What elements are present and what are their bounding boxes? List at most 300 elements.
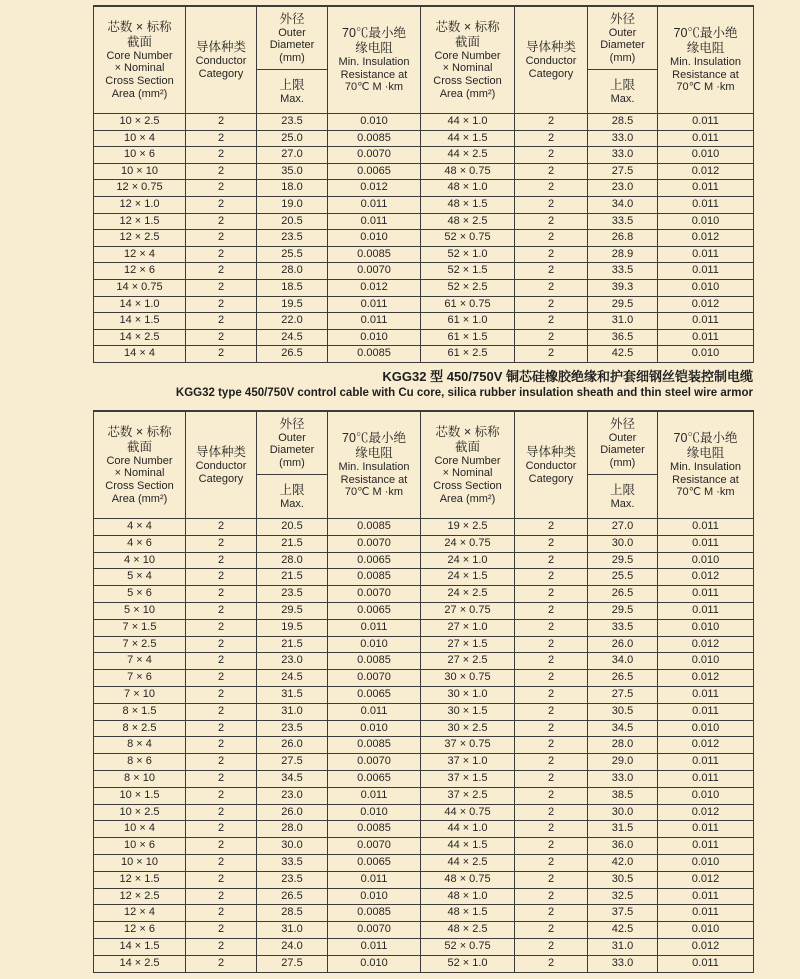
table-cell: 20.5 [257, 519, 328, 536]
table-cell: 27.0 [257, 147, 328, 164]
table-cell: 23.5 [257, 230, 328, 247]
header-diameter-en-line2: Diameter [269, 444, 315, 457]
table-row [94, 213, 754, 230]
header-conductor-en-line2: Category [198, 67, 244, 80]
table-cell: 2 [186, 821, 257, 838]
table-cell: 12 × 6 [94, 263, 186, 280]
table-row [94, 329, 754, 346]
table-cell: 37.5 [588, 905, 658, 922]
table-header [94, 6, 754, 114]
column-header-max-limit [588, 475, 658, 519]
table-cell: 31.5 [588, 821, 658, 838]
table-cell: 0.010 [658, 854, 754, 871]
header-core-zh-line1: 芯数 × 标称 [435, 424, 500, 439]
table-cell: 29.5 [588, 296, 658, 313]
table-row [94, 636, 754, 653]
table-cell: 28.0 [257, 552, 328, 569]
table-cell: 2 [515, 770, 588, 787]
table-cell: 37 × 2.5 [421, 787, 515, 804]
table-cell: 44 × 1.0 [421, 114, 515, 131]
table-cell: 2 [186, 770, 257, 787]
table-cell: 2 [515, 535, 588, 552]
table-cell: 24 × 0.75 [421, 535, 515, 552]
table-row [94, 163, 754, 180]
table-row [94, 653, 754, 670]
table-cell: 2 [515, 922, 588, 939]
table-cell: 8 × 1.5 [94, 703, 186, 720]
header-resistance-en-line2: Resistance at [672, 473, 739, 486]
table-row [94, 888, 754, 905]
table-cell: 0.010 [658, 720, 754, 737]
table-cell: 48 × 1.5 [421, 196, 515, 213]
table-cell: 2 [515, 552, 588, 569]
table-cell: 0.010 [658, 619, 754, 636]
header-resistance-en-line1: Min. Insulation [670, 461, 741, 474]
table-cell: 2 [515, 230, 588, 247]
table-cell: 2 [186, 703, 257, 720]
table-row [94, 787, 754, 804]
table-cell: 2 [186, 519, 257, 536]
table-cell: 19 × 2.5 [421, 519, 515, 536]
column-header-conductor-category [186, 6, 257, 114]
table-cell: 4 × 4 [94, 519, 186, 536]
table-cell: 0.011 [658, 180, 754, 197]
table-cell: 8 × 2.5 [94, 720, 186, 737]
table-cell: 44 × 2.5 [421, 854, 515, 871]
table-cell: 33.5 [588, 619, 658, 636]
table-cell: 2 [515, 754, 588, 771]
table-title-zh: KGG32 型 450/750V 铜芯硅橡胶绝缘和护套细钢丝铠装控制电缆 [382, 369, 753, 384]
table-cell: 23.5 [257, 586, 328, 603]
table-row [94, 922, 754, 939]
table-cell: 52 × 0.75 [421, 938, 515, 955]
table-cell: 2 [515, 686, 588, 703]
header-diameter-en-line3: (mm) [279, 456, 305, 469]
table-cell: 19.5 [257, 296, 328, 313]
table-cell: 12 × 6 [94, 922, 186, 939]
column-header-insulation-resistance [658, 411, 754, 519]
table-cell: 36.0 [588, 838, 658, 855]
table-cell: 0.0065 [328, 686, 421, 703]
table-cell: 19.5 [257, 619, 328, 636]
table-row [94, 552, 754, 569]
table-row [94, 670, 754, 687]
table-cell: 2 [186, 619, 257, 636]
table-cell: 30.0 [588, 804, 658, 821]
table-cell: 0.010 [658, 147, 754, 164]
table-header [94, 411, 754, 519]
table-cell: 14 × 2.5 [94, 329, 186, 346]
table-cell: 26.0 [257, 737, 328, 754]
header-max-zh: 上限 [279, 482, 305, 497]
table-cell: 27.5 [588, 163, 658, 180]
header-conductor-zh: 导体种类 [195, 39, 246, 54]
header-resistance-en-line1: Min. Insulation [338, 461, 410, 474]
table-cell: 0.011 [328, 703, 421, 720]
table-cell: 34.5 [588, 720, 658, 737]
table-cell: 24.5 [257, 329, 328, 346]
table-cell: 2 [186, 213, 257, 230]
table-cell: 0.010 [658, 279, 754, 296]
table-cell: 2 [186, 922, 257, 939]
table-cell: 34.5 [257, 770, 328, 787]
table-cell: 27.0 [588, 519, 658, 536]
table-row [94, 114, 754, 131]
header-conductor-en-line1: Conductor [195, 459, 247, 472]
table-cell: 2 [515, 313, 588, 330]
table-cell: 2 [515, 804, 588, 821]
column-header-max-limit [257, 70, 328, 114]
table-cell: 0.011 [658, 821, 754, 838]
table-row [94, 313, 754, 330]
header-core-en-line4: Area (mm²) [439, 87, 496, 100]
table-cell: 0.011 [658, 535, 754, 552]
table-cell: 0.011 [658, 703, 754, 720]
table-cell: 42.0 [588, 854, 658, 871]
table-cell: 2 [186, 670, 257, 687]
table-row [94, 346, 754, 363]
table-row [94, 737, 754, 754]
table-row [94, 196, 754, 213]
column-header-core-number [94, 411, 186, 519]
header-max-en: Max. [280, 497, 304, 510]
header-max-zh: 上限 [609, 482, 635, 497]
table-cell: 2 [186, 552, 257, 569]
table-cell: 2 [186, 871, 257, 888]
header-resistance-en-line3: 70℃ M ·km [676, 81, 735, 94]
table-cell: 10 × 6 [94, 147, 186, 164]
table-cell: 0.0085 [328, 905, 421, 922]
spec-table-lower [93, 410, 754, 973]
table-cell: 2 [515, 871, 588, 888]
table-cell: 0.010 [658, 346, 754, 363]
table-cell: 31.0 [257, 703, 328, 720]
header-core-zh-line1: 芯数 × 标称 [107, 19, 172, 34]
header-core-zh-line1: 芯数 × 标称 [107, 424, 172, 439]
table-cell: 0.011 [658, 754, 754, 771]
header-core-en-line3: Cross Section [105, 480, 174, 492]
header-core-en-line4: Area (mm²) [111, 492, 168, 505]
table-cell: 2 [515, 569, 588, 586]
table-cell: 0.0065 [328, 770, 421, 787]
table-cell: 0.011 [328, 938, 421, 955]
table-row [94, 147, 754, 164]
table-cell: 61 × 1.0 [421, 313, 515, 330]
table-cell: 2 [515, 737, 588, 754]
table-cell: 12 × 4 [94, 246, 186, 263]
table-cell: 2 [515, 163, 588, 180]
table-cell: 2 [186, 180, 257, 197]
table-cell: 2 [186, 246, 257, 263]
header-resistance-en-line3: 70℃ M ·km [344, 81, 404, 94]
header-core-zh-line2: 截面 [126, 34, 152, 49]
table-cell: 24.0 [257, 938, 328, 955]
table-cell: 0.010 [328, 230, 421, 247]
table-row [94, 821, 754, 838]
table-cell: 28.0 [588, 737, 658, 754]
table-cell: 0.0085 [328, 653, 421, 670]
table-cell: 10 × 2.5 [94, 114, 186, 131]
table-cell: 12 × 1.0 [94, 196, 186, 213]
table-cell: 27 × 0.75 [421, 602, 515, 619]
header-max-en: Max. [280, 92, 304, 105]
table-cell: 48 × 1.0 [421, 180, 515, 197]
header-core-en-line4: Area (mm²) [111, 87, 168, 100]
table-cell: 2 [186, 804, 257, 821]
table-row [94, 938, 754, 955]
header-max-zh: 上限 [279, 77, 305, 92]
table-cell: 0.0085 [328, 821, 421, 838]
table-cell: 0.0085 [328, 519, 421, 536]
column-header-outer-diameter [257, 411, 328, 475]
column-header-outer-diameter [588, 6, 658, 70]
header-conductor-zh: 导体种类 [195, 444, 246, 459]
header-conductor-en-line2: Category [528, 472, 574, 485]
table-cell: 0.012 [658, 569, 754, 586]
table-row [94, 263, 754, 280]
table-row [94, 180, 754, 197]
table-cell: 52 × 2.5 [421, 279, 515, 296]
table-cell: 2 [515, 586, 588, 603]
header-resistance-zh-line1: 70℃最小绝 [342, 431, 406, 446]
column-header-core-number [421, 6, 515, 114]
table-cell: 2 [186, 787, 257, 804]
table-cell: 0.011 [658, 905, 754, 922]
table-cell: 30 × 0.75 [421, 670, 515, 687]
table-cell: 2 [186, 279, 257, 296]
table-cell: 2 [515, 787, 588, 804]
table-cell: 0.0070 [328, 670, 421, 687]
table-cell: 2 [515, 147, 588, 164]
table-row [94, 296, 754, 313]
table-cell: 52 × 0.75 [421, 230, 515, 247]
table-cell: 2 [515, 720, 588, 737]
table-cell: 0.011 [658, 838, 754, 855]
table-cell: 14 × 4 [94, 346, 186, 363]
table-cell: 0.012 [658, 636, 754, 653]
table-cell: 10 × 10 [94, 163, 186, 180]
header-max-zh: 上限 [609, 77, 635, 92]
column-header-outer-diameter [588, 411, 658, 475]
header-core-en-line3: Cross Section [105, 75, 174, 87]
table-cell: 0.011 [658, 263, 754, 280]
table-cell: 27 × 2.5 [421, 653, 515, 670]
table-cell: 4 × 10 [94, 552, 186, 569]
spec-table-upper [93, 5, 754, 363]
table-cell: 2 [186, 938, 257, 955]
table-cell: 12 × 1.5 [94, 871, 186, 888]
table-cell: 2 [186, 230, 257, 247]
table-cell: 26.5 [257, 346, 328, 363]
table-cell: 0.012 [658, 296, 754, 313]
header-core-en-line3: Cross Section [433, 75, 502, 87]
table-cell: 61 × 1.5 [421, 329, 515, 346]
table-cell: 14 × 1.5 [94, 313, 186, 330]
table-cell: 33.0 [588, 147, 658, 164]
header-diameter-zh: 外径 [609, 416, 635, 431]
header-resistance-en-line2: Resistance at [340, 68, 408, 81]
column-header-insulation-resistance [658, 6, 754, 114]
header-core-en-line2: × Nominal [442, 467, 493, 480]
table-cell: 30 × 2.5 [421, 720, 515, 737]
table-cell: 2 [515, 602, 588, 619]
table-cell: 25.5 [588, 569, 658, 586]
table-cell: 33.0 [588, 955, 658, 972]
table-cell: 32.5 [588, 888, 658, 905]
header-core-en-line1: Core Number [434, 49, 501, 62]
table-cell: 2 [515, 938, 588, 955]
table-cell: 0.012 [658, 230, 754, 247]
table-cell: 24 × 1.5 [421, 569, 515, 586]
table-row [94, 569, 754, 586]
header-core-zh-line2: 截面 [454, 439, 480, 454]
table-cell: 2 [186, 346, 257, 363]
table-cell: 0.0070 [328, 263, 421, 280]
table-cell: 42.5 [588, 346, 658, 363]
table-cell: 0.0070 [328, 754, 421, 771]
table-cell: 2 [186, 263, 257, 280]
table-cell: 0.0065 [328, 163, 421, 180]
table-cell: 2 [515, 296, 588, 313]
table-cell: 8 × 6 [94, 754, 186, 771]
table-cell: 4 × 6 [94, 535, 186, 552]
table-cell: 12 × 2.5 [94, 230, 186, 247]
table-cell: 2 [515, 854, 588, 871]
table-cell: 21.5 [257, 535, 328, 552]
table-cell: 12 × 2.5 [94, 888, 186, 905]
table-cell: 18.5 [257, 279, 328, 296]
table-cell: 24 × 2.5 [421, 586, 515, 603]
table-cell: 5 × 6 [94, 586, 186, 603]
table-cell: 10 × 4 [94, 130, 186, 147]
table-cell: 0.011 [658, 246, 754, 263]
table-row [94, 838, 754, 855]
table-cell: 0.010 [328, 955, 421, 972]
table-cell: 10 × 4 [94, 821, 186, 838]
table-cell: 2 [515, 213, 588, 230]
header-resistance-zh-line2: 缘电阻 [686, 41, 725, 56]
table-cell: 12 × 1.5 [94, 213, 186, 230]
table-cell: 2 [186, 130, 257, 147]
header-resistance-en-line1: Min. Insulation [338, 56, 410, 69]
table-cell: 30.5 [588, 871, 658, 888]
table-cell: 0.011 [658, 313, 754, 330]
table-cell: 27.5 [257, 955, 328, 972]
table-cell: 36.5 [588, 329, 658, 346]
table-cell: 48 × 2.5 [421, 922, 515, 939]
table-cell: 24.5 [257, 670, 328, 687]
table-cell: 0.012 [328, 279, 421, 296]
table-cell: 0.010 [328, 636, 421, 653]
table-cell: 0.011 [658, 130, 754, 147]
table-row [94, 770, 754, 787]
table-cell: 2 [515, 653, 588, 670]
table-cell: 0.010 [328, 114, 421, 131]
table-cell: 33.5 [588, 213, 658, 230]
header-resistance-en-line3: 70℃ M ·km [676, 486, 735, 499]
table-cell: 0.011 [328, 871, 421, 888]
header-core-zh-line2: 截面 [126, 439, 152, 454]
header-conductor-en-line2: Category [528, 67, 574, 80]
table-row [94, 519, 754, 536]
table-cell: 21.5 [257, 569, 328, 586]
table-cell: 0.011 [328, 213, 421, 230]
table-cell: 0.010 [328, 804, 421, 821]
table-cell: 28.9 [588, 246, 658, 263]
header-resistance-zh-line1: 70℃最小绝 [673, 431, 738, 446]
table-cell: 23.5 [257, 871, 328, 888]
table-cell: 48 × 0.75 [421, 871, 515, 888]
column-header-conductor-category [186, 411, 257, 519]
header-max-en: Max. [610, 497, 635, 510]
table-cell: 52 × 1.0 [421, 246, 515, 263]
table-cell: 0.011 [658, 196, 754, 213]
table-cell: 0.010 [328, 329, 421, 346]
header-resistance-zh-line2: 缘电阻 [355, 446, 393, 461]
header-diameter-en-line3: (mm) [609, 51, 636, 64]
table-cell: 22.0 [257, 313, 328, 330]
table-cell: 2 [515, 114, 588, 131]
header-diameter-en-line2: Diameter [600, 444, 645, 457]
table-cell: 8 × 4 [94, 737, 186, 754]
table-cell: 34.0 [588, 196, 658, 213]
table-cell: 0.012 [658, 871, 754, 888]
table-cell: 29.5 [588, 602, 658, 619]
header-diameter-en-line1: Outer [608, 431, 637, 444]
table-cell: 2 [186, 653, 257, 670]
spec-table-upper-body [94, 114, 754, 363]
header-diameter-zh: 外径 [279, 416, 305, 431]
table-cell: 29.5 [257, 602, 328, 619]
table-cell: 2 [515, 130, 588, 147]
header-diameter-en-line2: Diameter [269, 39, 315, 52]
table-cell: 7 × 4 [94, 653, 186, 670]
table-cell: 44 × 0.75 [421, 804, 515, 821]
table-cell: 2 [515, 955, 588, 972]
header-conductor-en-line1: Conductor [525, 54, 577, 67]
table-cell: 2 [186, 586, 257, 603]
table-cell: 0.0065 [328, 854, 421, 871]
table-cell: 25.5 [257, 246, 328, 263]
table-cell: 0.011 [328, 619, 421, 636]
table-cell: 2 [186, 114, 257, 131]
table-cell: 61 × 2.5 [421, 346, 515, 363]
table-cell: 0.0070 [328, 586, 421, 603]
table-cell: 2 [515, 246, 588, 263]
table-cell: 5 × 4 [94, 569, 186, 586]
table-cell: 2 [515, 519, 588, 536]
table-cell: 2 [186, 329, 257, 346]
table-row [94, 246, 754, 263]
header-diameter-en-line3: (mm) [609, 456, 636, 469]
table-cell: 0.010 [658, 213, 754, 230]
table-cell: 0.011 [328, 296, 421, 313]
table-cell: 26.0 [588, 636, 658, 653]
table-title-en: KGG32 type 450/750V control cable with Cu core, silica rubber insulation sheath and thin steel wire armor [175, 387, 753, 399]
table-cell: 0.011 [658, 955, 754, 972]
table-cell: 2 [186, 313, 257, 330]
header-core-en-line4: Area (mm²) [439, 492, 496, 505]
table-cell: 2 [515, 670, 588, 687]
table-cell: 0.011 [328, 313, 421, 330]
table-cell: 0.0070 [328, 838, 421, 855]
table-cell: 0.011 [658, 770, 754, 787]
table-cell: 2 [515, 821, 588, 838]
table-row [94, 535, 754, 552]
table-cell: 29.0 [588, 754, 658, 771]
column-header-insulation-resistance [328, 411, 421, 519]
table-cell: 30.0 [588, 535, 658, 552]
